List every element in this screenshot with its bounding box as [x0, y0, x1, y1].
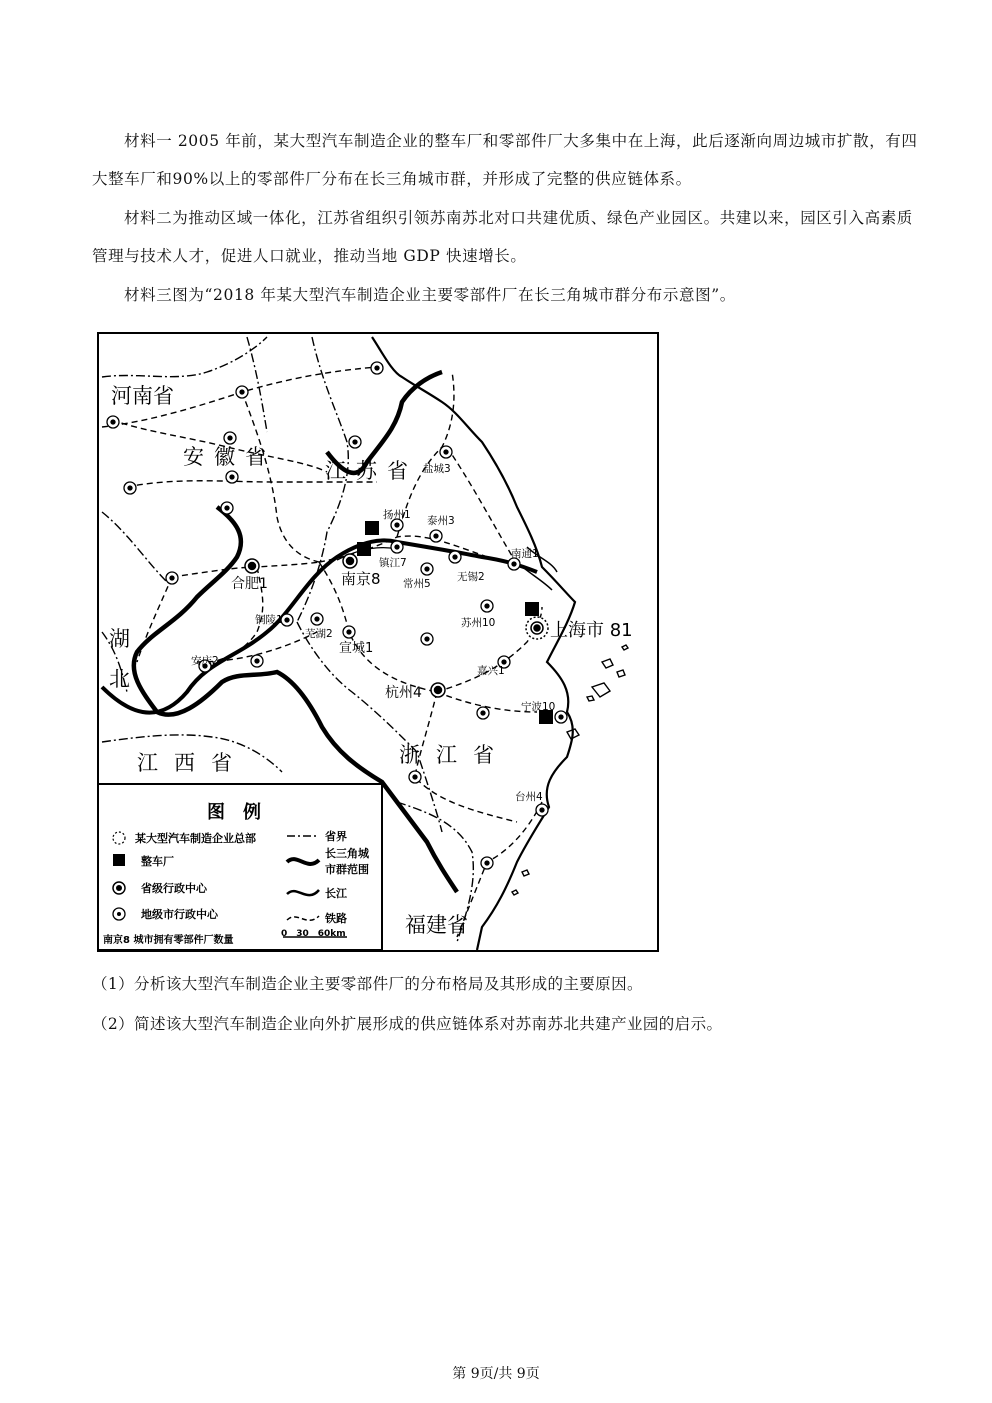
legend-hq-icon — [113, 832, 125, 844]
legend — [98, 784, 382, 950]
legend-river: 长江 — [325, 887, 347, 900]
yangtze-delta-map — [97, 332, 659, 952]
label-taizhou-zj: 台州4 — [515, 791, 543, 803]
label-xuancheng: 宣城1 — [339, 641, 374, 656]
province-jiangxi: 江西省 — [137, 751, 248, 775]
label-shanghai: 上海市 81 — [550, 620, 633, 641]
label-taizhou-js: 泰州3 — [427, 515, 455, 527]
question-two: （2）简述该大型汽车制造企业向外扩展形成的供应链体系对苏南苏北共建产业园的启示。 — [92, 1015, 723, 1033]
label-wuxi: 无锡2 — [457, 571, 485, 583]
label-yangzhou: 扬州1 — [383, 509, 411, 521]
legend-region-2: 市群范围 — [325, 863, 369, 876]
legend-provincial: 省级行政中心 — [141, 882, 207, 895]
legend-title: 图 例 — [207, 802, 261, 823]
label-jiaxing: 嘉兴1 — [477, 665, 505, 677]
legend-plant: 整车厂 — [141, 855, 174, 868]
province-anhui: 安徽省 — [183, 445, 276, 469]
material-one: 材料一 2005 年前，某大型汽车制造企业的整车厂和零部件厂大多集中在上海，此后逐渐向周边城市扩散，有四大整车厂和90%以上的零部件厂分布在长三角城市群，并形成了完整的供应链体系。 — [92, 132, 918, 188]
plant-shanghai — [525, 602, 539, 616]
label-wuhu: 芜湖2 — [305, 628, 333, 640]
label-changzhou: 常州5 — [403, 578, 431, 590]
province-fujian: 福建省 — [405, 913, 468, 937]
material-three: 材料三图为“2018 年某大型汽车制造企业主要零部件厂在长三角城市群分布示意图”。 — [124, 286, 736, 304]
label-ningbo: 宁波10 — [521, 701, 556, 713]
province-hubei-2: 北 — [109, 667, 130, 691]
material-two: 材料二为推动区域一体化，江苏省组织引领苏南苏北对口共建优质、绿色产业园区。共建以来，园区引入高素质管理与技术人才，促进人口就业，推动当地 GDP 快速增长。 — [92, 209, 913, 265]
province-hubei-1: 湖 — [109, 627, 130, 651]
province-jiangsu: 江苏省 — [325, 459, 418, 483]
plant-nanjing — [357, 542, 371, 556]
label-tongling: 铜陵1 — [255, 614, 283, 626]
legend-hq: 某大型汽车制造企业总部 — [135, 832, 256, 845]
plant-yangzhou — [365, 521, 379, 535]
label-zhenjiang: 镇江7 — [379, 557, 407, 569]
label-hefei: 合肥1 — [231, 576, 268, 592]
legend-province-border: 省界 — [325, 830, 347, 843]
legend-railway: 铁路 — [325, 912, 347, 925]
label-hangzhou: 杭州4 — [385, 685, 422, 701]
label-yancheng: 盐城3 — [423, 463, 451, 475]
legend-scale: 0 30 60km — [281, 929, 346, 939]
legend-plant-icon — [113, 854, 125, 866]
legend-prefecture: 地级市行政中心 — [141, 908, 218, 921]
label-suzhou: 苏州10 — [461, 617, 496, 629]
legend-region-1: 长三角城 — [325, 847, 369, 860]
legend-sample: 南京8 城市拥有零部件厂数量 — [103, 935, 234, 946]
province-henan: 河南省 — [111, 384, 174, 408]
label-nantong: 南通1 — [511, 548, 539, 560]
province-zhejiang: 浙江省 — [399, 743, 510, 767]
page-footer: 第 9页/共 9页 — [452, 1366, 540, 1382]
label-nanjing: 南京8 — [341, 570, 381, 588]
question-one: （1）分析该大型汽车制造企业主要零部件厂的分布格局及其形成的主要原因。 — [92, 975, 643, 993]
label-anqing: 安庆2 — [191, 655, 219, 667]
